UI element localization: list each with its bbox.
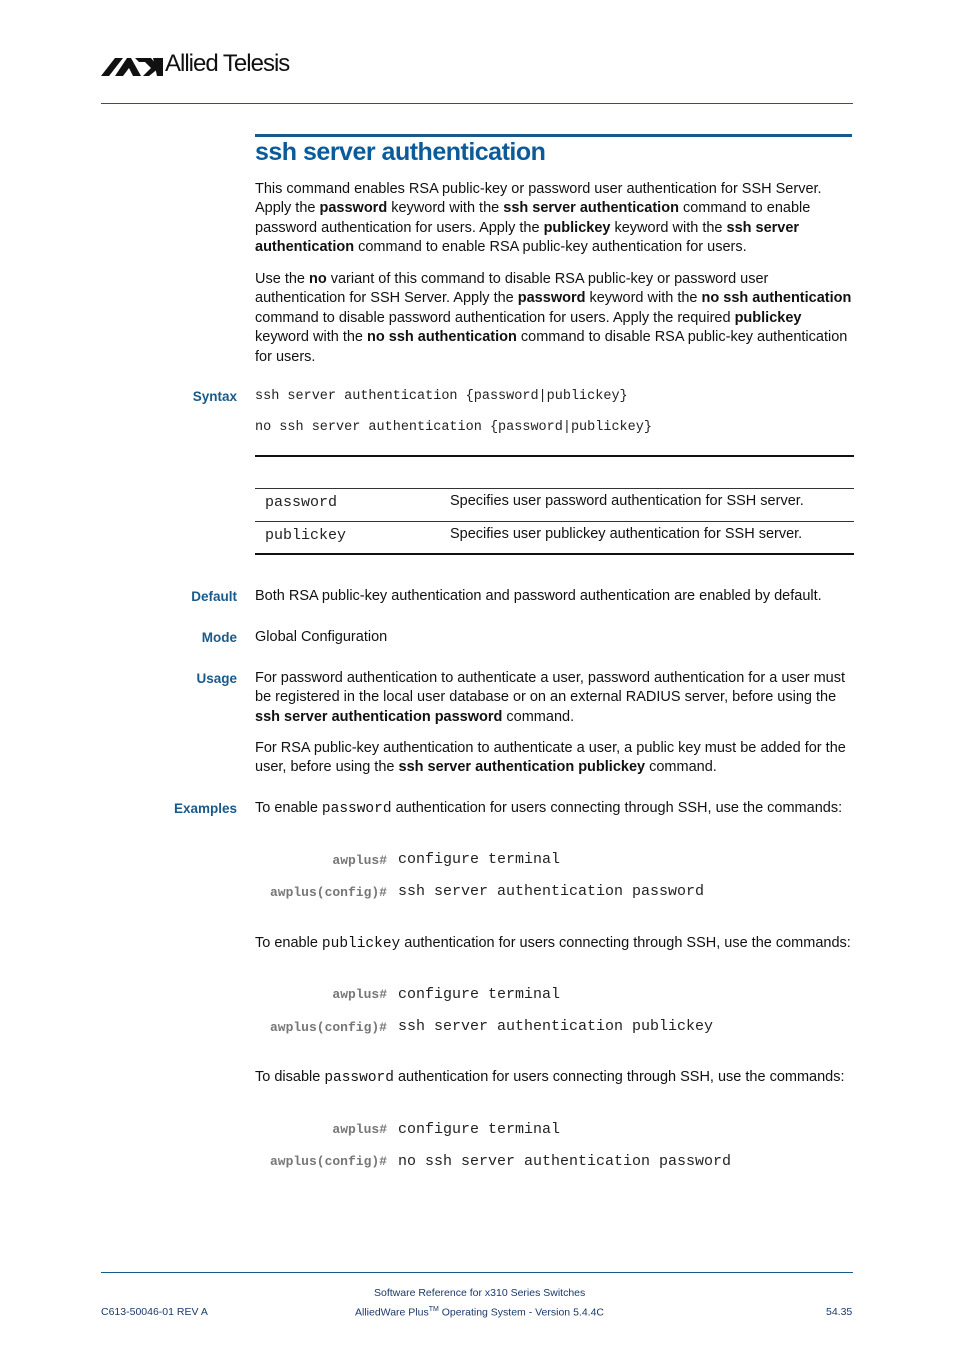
logo-mark-icon xyxy=(101,54,163,80)
text-run: keyword with the xyxy=(255,329,368,346)
example-3-prompt-2: awplus(config)# xyxy=(269,1154,387,1169)
bold-keyword: no xyxy=(309,271,327,287)
example-3-command-2: no ssh server authentication password xyxy=(398,1153,732,1170)
bold-keyword: ssh server authentication xyxy=(255,219,800,256)
footer-doc-id: C613-50046-01 REV A xyxy=(101,1306,208,1318)
default-label: Default xyxy=(191,589,237,604)
intro-paragraph-2 xyxy=(255,270,853,367)
example-1-intro-pre: To enable xyxy=(255,800,322,816)
usage-label: Usage xyxy=(196,671,237,686)
example-1-prompt-1: awplus# xyxy=(332,853,387,868)
text-run: keyword with the xyxy=(610,219,727,236)
example-2-prompt-1: awplus# xyxy=(332,987,387,1002)
example-2-keyword: publickey xyxy=(321,936,401,952)
usage-paragraph-1 xyxy=(255,669,853,727)
example-3-intro xyxy=(255,1068,853,1088)
text-run: This command enables RSA public-key or password user authentication for SSH Server. Apply the xyxy=(255,181,822,217)
example-1-intro-post: authentication for users connecting through SSH, use the commands: xyxy=(391,800,843,816)
footer-trademark: TM xyxy=(428,1306,439,1313)
bold-keyword: ssh server authentication password xyxy=(255,708,503,725)
param-name-password: password xyxy=(265,494,338,511)
text-run: keyword with the xyxy=(585,290,702,307)
example-2-intro-post: authentication for users connecting through SSH, use the commands: xyxy=(400,935,851,951)
bold-keyword: publickey xyxy=(734,309,802,326)
text-run: command. xyxy=(645,759,717,776)
footer-os-version xyxy=(355,1306,604,1319)
example-3-intro-post: authentication for users connecting through SSH, use the commands: xyxy=(393,1069,845,1085)
example-3-prompt-1: awplus# xyxy=(332,1122,387,1137)
title-rule xyxy=(255,134,852,137)
usage-paragraph-2 xyxy=(255,739,853,778)
bold-keyword: no ssh authentication xyxy=(367,329,517,346)
param-name-publickey: publickey xyxy=(265,527,347,544)
syntax-label: Syntax xyxy=(192,389,237,404)
example-1-command-1: configure terminal xyxy=(398,851,561,868)
param-desc-publickey: Specifies user publickey authentication for SSH server. xyxy=(450,526,803,542)
example-2-intro-pre: To enable xyxy=(255,935,322,951)
logo-text: Allied Telesis xyxy=(165,50,290,77)
example-1-prompt-2: awplus(config)# xyxy=(269,885,387,900)
page-title: ssh server authentication xyxy=(255,138,546,166)
text-run: command to disable password authentication for users. Apply the required xyxy=(255,309,735,326)
bold-keyword: ssh server authentication publickey xyxy=(398,759,646,776)
text-run: command to disable RSA public-key authentication for users. xyxy=(255,329,848,365)
bold-keyword: no ssh authentication xyxy=(701,290,852,307)
footer-doc-title: Software Reference for x310 Series Switches xyxy=(374,1287,586,1299)
text-run: command to enable RSA public-key authentication for users. xyxy=(354,239,747,256)
text-run: command to enable password authentication for users. Apply the xyxy=(255,200,811,236)
example-1-command-2: ssh server authentication password xyxy=(398,883,705,900)
intro-paragraph-1 xyxy=(255,180,853,258)
allied-telesis-logo xyxy=(101,50,301,80)
syntax-line-2: no ssh server authentication {password|publickey} xyxy=(255,420,652,435)
header-divider xyxy=(101,103,853,104)
text-run: variant of this command to disable RSA public-key or password user authentication for SSH Server. Apply the xyxy=(255,271,769,307)
example-3-command-1: configure terminal xyxy=(398,1121,561,1138)
example-2-command-1: configure terminal xyxy=(398,986,561,1003)
example-2-command-2: ssh server authentication publickey xyxy=(398,1018,714,1035)
example-2-prompt-2: awplus(config)# xyxy=(269,1020,387,1035)
text-run: For password authentication to authenticate a user, password authentication for a user must be registered in the local user database or on an external RADIUS server, before using the xyxy=(255,670,846,706)
bold-keyword: ssh server authentication xyxy=(503,200,679,217)
examples-label: Examples xyxy=(173,801,237,816)
param-table-row-rule xyxy=(255,521,854,522)
text-run: Use the xyxy=(255,271,309,287)
example-2-intro xyxy=(255,934,853,954)
param-desc-password: Specifies user password authentication for SSH server. xyxy=(450,493,804,509)
param-table-header-rule xyxy=(255,488,854,489)
mode-label: Mode xyxy=(201,630,237,645)
example-1-keyword: password xyxy=(321,801,392,817)
bold-keyword: password xyxy=(319,200,388,217)
text-run: For RSA public-key authentication to authenticate a user, a public key must be added for the user, before using the xyxy=(255,740,846,776)
bold-keyword: publickey xyxy=(543,219,611,236)
example-1-intro xyxy=(255,799,853,819)
example-3-keyword: password xyxy=(324,1070,394,1086)
text-run: keyword with the xyxy=(387,200,504,217)
bold-keyword: password xyxy=(517,290,586,307)
footer-os-version-text: Operating System - Version 5.4.4C xyxy=(438,1306,605,1319)
syntax-line-1: ssh server authentication {password|publickey} xyxy=(255,389,628,404)
default-text: Both RSA public-key authentication and password authentication are enabled by default. xyxy=(255,588,822,604)
mode-text: Global Configuration xyxy=(255,629,388,645)
footer-page-number: 54.35 xyxy=(826,1306,853,1318)
text-run: command. xyxy=(502,708,575,725)
footer-os-name: AlliedWare Plus xyxy=(355,1306,429,1319)
footer-divider xyxy=(101,1272,853,1273)
param-table-top-rule xyxy=(255,455,854,457)
param-table-bottom-rule xyxy=(255,553,854,555)
example-3-intro-pre: To disable xyxy=(255,1069,325,1085)
